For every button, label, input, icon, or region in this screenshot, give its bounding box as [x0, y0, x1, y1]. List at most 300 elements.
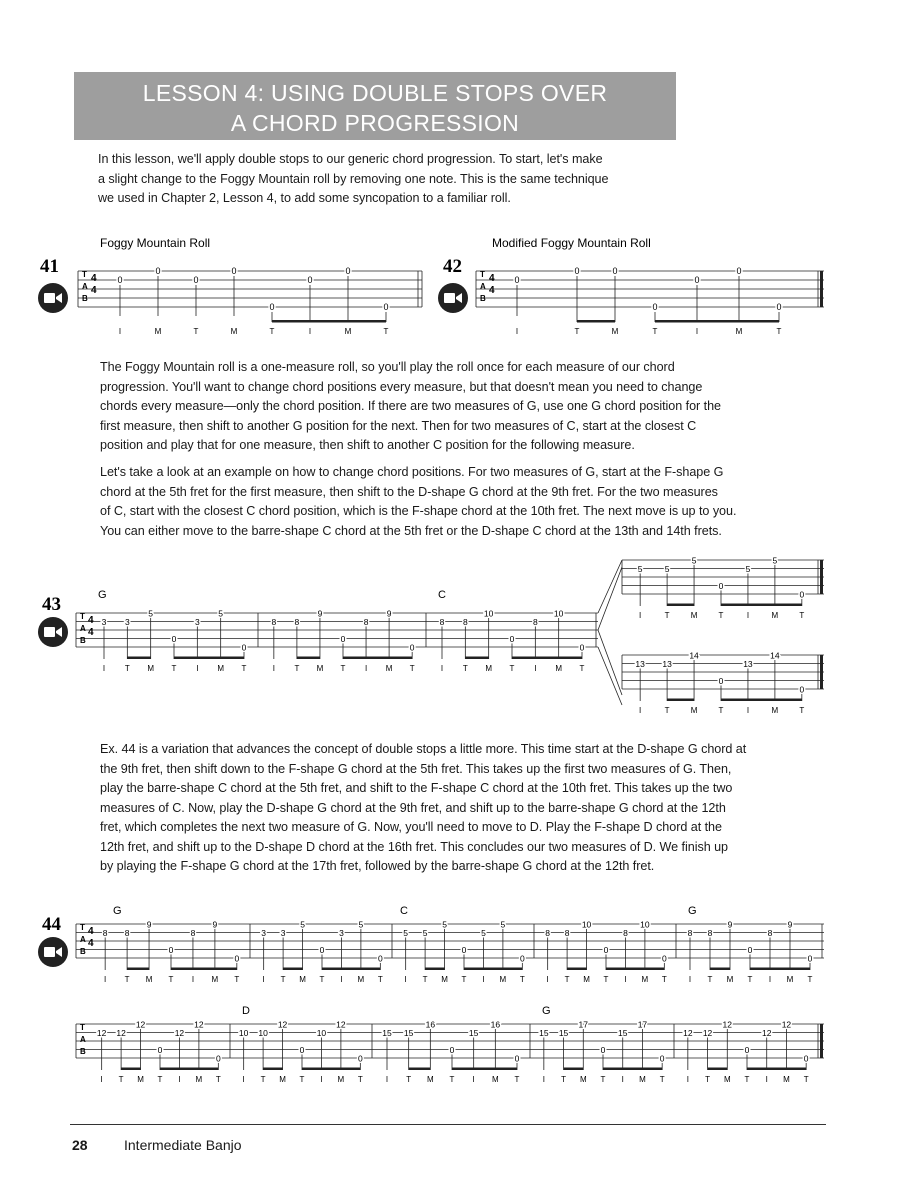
time-sig-top: 4: [88, 926, 94, 937]
example-42-number: 42: [443, 256, 462, 277]
tab-note: 8: [271, 617, 277, 627]
tab-note: 5: [422, 928, 428, 938]
svg-text:T: T: [383, 327, 389, 336]
finger-label: T: [600, 1075, 606, 1084]
finger-label: M: [639, 1075, 646, 1084]
tab-note: 10: [483, 608, 494, 619]
finger-label: T: [799, 611, 805, 620]
finger-label: M: [583, 975, 590, 984]
tab-note: 10: [640, 919, 650, 930]
finger-label: T: [171, 664, 177, 673]
tab-note: 0: [579, 642, 585, 653]
tab-note: 9: [727, 919, 733, 930]
finger-label: T: [340, 664, 346, 673]
lesson-title-line2: A CHORD PROGRESSION: [230, 110, 520, 136]
chord-symbol: D: [242, 1005, 250, 1017]
finger-label: M: [491, 1075, 499, 1084]
finger-label: M: [579, 1075, 587, 1084]
finger-label: I: [765, 1075, 768, 1084]
tab-letter-a: A: [80, 624, 86, 633]
tab-note: 5: [664, 564, 670, 574]
tab-note: 5: [218, 608, 224, 619]
tab-note: 0: [799, 589, 805, 600]
example-42-caption: Modified Foggy Mountain Roll: [492, 236, 651, 250]
finger-label: T: [564, 975, 570, 984]
finger-label: T: [718, 611, 724, 620]
finger-label: I: [546, 975, 549, 984]
tab-note: 0: [319, 945, 325, 955]
finger-label: I: [639, 611, 642, 620]
tab-note: 9: [787, 919, 793, 930]
tab-note: 0: [340, 634, 346, 644]
svg-text:0: 0: [117, 275, 123, 285]
finger-label: T: [241, 664, 247, 673]
example-43-staff: [76, 613, 598, 647]
svg-text:0: 0: [612, 266, 618, 276]
example-42-staff: [476, 271, 824, 307]
tab-note: 0: [659, 1053, 665, 1064]
finger-label: I: [385, 1075, 389, 1084]
tab-note: 9: [212, 919, 218, 930]
finger-label: T: [449, 1075, 455, 1084]
tab-note: 0: [299, 1045, 305, 1055]
finger-label: T: [319, 975, 325, 984]
finger-label: M: [147, 664, 155, 673]
finger-label: I: [746, 706, 750, 715]
finger-label: I: [440, 664, 444, 673]
example-41-caption: Foggy Mountain Roll: [100, 236, 211, 250]
finger-label: T: [561, 1075, 567, 1084]
tab-letter-a: A: [480, 282, 486, 291]
finger-label: T: [509, 664, 515, 673]
time-sig-top: 4: [91, 273, 97, 284]
finger-label: T: [157, 1075, 163, 1084]
tab-note: 15: [382, 1028, 392, 1038]
finger-label: T: [514, 1075, 520, 1084]
tab-note: 10: [553, 608, 564, 619]
svg-text:0: 0: [736, 266, 742, 276]
svg-text:T: T: [269, 327, 275, 336]
finger-label: T: [519, 975, 525, 984]
alternative-bracket: [598, 560, 622, 705]
tab-note: 15: [617, 1028, 628, 1038]
time-sig-bottom: 4: [91, 285, 97, 296]
tab-letter-a: A: [80, 1035, 86, 1044]
finger-label: T: [579, 664, 585, 673]
paragraph-4: Ex. 44 is a variation that advances the concept of double stops a little more. This time start at the D-shape G chord at the 9th fret, then shift down to the F-shape G chord at the 5th fret. This takes up the first two measures of G. Then, play the barre-shape C chord at the 5th fret, and shift to the F-shape C chord at the 10th fret. This takes up the two measures of C. Now, play the D-shape G chord at the 9th fret, and shift up to the barre-shape G chord at the 12th fret, which completes the next two measure of G. Now, you'll need to move to D. Play the F-shape D chord at the 12th fret, and shift up to the D-shape D chord at the 16th fret. This concludes our two measures of D. We finish up by playing the F-shape G chord at the 17th fret, followed by the barre-shape G chord at the 12th fret.: [100, 742, 747, 873]
svg-text:0: 0: [652, 302, 658, 312]
tab-note: 12: [761, 1028, 772, 1038]
tab-note: 5: [691, 555, 697, 566]
tab-note: 0: [409, 642, 415, 653]
paragraph-3: Let's take a look at an example on how to change chord positions. For two measures of G, start at the F-shape G chord at the 5th fret for the first measure, then shift to the D-shape G chord at the 9th fret. For the two measures of C, start with the closest C chord position, which is the F-shape chord at the 10th fret. The next move is up to you. You can either move to the barre-shape C chord at the 5th fret or the D-shape C chord at the 13th and 14th frets.: [100, 465, 737, 538]
tab-note: 15: [539, 1028, 549, 1038]
time-sig-top: 4: [88, 615, 94, 626]
tab-note: 5: [300, 919, 305, 930]
finger-label: T: [799, 706, 805, 715]
finger-label: T: [603, 975, 609, 984]
tab-note: 5: [403, 928, 409, 938]
svg-text:I: I: [118, 327, 122, 336]
tab-note: 12: [336, 1019, 346, 1030]
tab-note: 3: [339, 928, 344, 938]
finger-label: M: [299, 975, 306, 984]
tab-note: 0: [718, 581, 724, 591]
tab-note: 10: [258, 1028, 268, 1038]
svg-text:0: 0: [383, 302, 389, 312]
finger-label: T: [234, 975, 240, 984]
finger-label: T: [661, 975, 667, 984]
finger-label: T: [124, 975, 130, 984]
tab-letter-b: B: [480, 294, 486, 303]
tab-note: 15: [403, 1028, 414, 1038]
finger-label: M: [641, 975, 649, 984]
tab-note: 0: [449, 1045, 455, 1055]
tab-note: 0: [718, 676, 724, 686]
svg-text:T: T: [652, 327, 658, 336]
finger-label: T: [406, 1075, 412, 1084]
page-number: 28: [72, 1137, 88, 1153]
tab-note: 5: [745, 564, 751, 574]
chord-symbol: G: [688, 905, 697, 917]
tab-note: 8: [439, 617, 445, 627]
tab-note: 8: [363, 617, 369, 627]
finger-label: I: [746, 611, 750, 620]
finger-label: I: [639, 706, 642, 715]
svg-text:0: 0: [514, 275, 520, 285]
example-43-measure: [102, 609, 247, 674]
tab-letter-t: T: [80, 1023, 85, 1032]
video-icon[interactable]: [38, 617, 68, 647]
time-sig-bottom: 4: [88, 938, 94, 949]
example-43-alt-upper-measure: [638, 556, 805, 621]
tab-note: 0: [803, 1053, 809, 1064]
tab-note: 17: [578, 1019, 589, 1030]
finger-label: I: [262, 975, 265, 984]
finger-label: I: [768, 975, 772, 984]
finger-label: I: [340, 975, 343, 984]
finger-label: T: [744, 1075, 750, 1084]
finger-label: I: [621, 1075, 624, 1084]
example-44-row2-measure: [683, 1020, 809, 1085]
example-44-row1-measure: [545, 920, 667, 985]
tab-note: 5: [772, 555, 778, 566]
tab-note: 0: [799, 684, 805, 695]
finger-label: M: [195, 1075, 203, 1084]
example-41-fingering: [119, 327, 389, 336]
svg-text:I: I: [515, 327, 519, 336]
tab-note: 17: [637, 1019, 648, 1030]
tab-note: 0: [519, 953, 525, 964]
finger-label: I: [686, 1075, 689, 1084]
svg-text:0: 0: [307, 275, 313, 285]
tab-note: 9: [146, 919, 152, 930]
video-icon[interactable]: [438, 283, 468, 313]
chord-symbol: C: [400, 905, 408, 917]
tab-note: 16: [490, 1019, 501, 1030]
svg-text:T: T: [193, 327, 199, 336]
tab-letter-t: T: [480, 270, 485, 279]
example-44-row1-measure: [103, 920, 240, 985]
finger-label: M: [279, 1075, 286, 1084]
tab-letter-b: B: [80, 1047, 86, 1056]
tab-note: 12: [702, 1028, 713, 1038]
finger-label: T: [118, 1075, 124, 1084]
example-41-42-row: [0, 230, 900, 340]
finger-label: T: [409, 664, 415, 673]
finger-label: T: [747, 975, 753, 984]
example-44-row2-measure: [382, 1020, 519, 1085]
finger-label: T: [462, 664, 468, 673]
tab-note: 13: [743, 659, 753, 669]
paragraph-2: The Foggy Mountain roll is a one-measure roll, so you'll play the roll once for each measure of our chord progression. You'll want to change chord positions every measure, but that doesn't mean you need to change chords every measure—only the chord position. If there are two measures of G, use one G chord position for the first measure, then shift to another G position for the next. Then for two measures of C, start at the closest C position and play that for one measure, then shift to another C position for the following measure.: [100, 360, 722, 452]
example-44-row1-measure: [261, 920, 383, 985]
finger-label: M: [217, 664, 225, 673]
tab-note: 8: [124, 928, 130, 938]
finger-label: M: [316, 664, 324, 673]
example-44-row2-measure: [239, 1020, 363, 1085]
finger-label: T: [718, 706, 724, 715]
finger-label: I: [191, 975, 195, 984]
finger-label: I: [404, 975, 407, 984]
tab-note: 0: [807, 953, 813, 964]
tab-note: 10: [316, 1028, 327, 1038]
finger-label: I: [104, 975, 107, 984]
finger-label: M: [771, 706, 779, 715]
finger-label: T: [280, 975, 286, 984]
finger-label: I: [482, 975, 485, 984]
finger-label: M: [786, 975, 794, 984]
example-41-number: 41: [40, 256, 59, 277]
tab-letter-a: A: [82, 282, 88, 291]
tab-note: 0: [744, 1045, 750, 1055]
finger-label: I: [242, 1075, 245, 1084]
finger-label: M: [441, 975, 448, 984]
example-43-alt-lower-measure: [635, 651, 804, 716]
finger-label: M: [385, 664, 393, 673]
svg-text:M: M: [735, 327, 743, 336]
time-sig-bottom: 4: [489, 285, 495, 296]
tab-note: 16: [425, 1019, 436, 1030]
tab-note: 10: [581, 919, 592, 930]
finger-label: T: [705, 1075, 711, 1084]
chord-symbol: G: [98, 589, 107, 601]
svg-text:0: 0: [574, 266, 580, 276]
tab-note: 12: [277, 1019, 288, 1030]
tab-note: 12: [722, 1019, 733, 1030]
tab-letter-a: A: [80, 935, 86, 944]
finger-label: M: [690, 611, 698, 620]
finger-label: T: [707, 975, 713, 984]
tab-note: 0: [747, 945, 753, 955]
finger-label: M: [145, 975, 153, 984]
finger-label: I: [196, 664, 199, 673]
finger-label: I: [624, 975, 627, 984]
tab-note: 13: [635, 659, 645, 669]
tab-note: 5: [637, 564, 643, 574]
video-icon[interactable]: [38, 283, 68, 313]
tab-note: 0: [168, 945, 174, 955]
finger-label: T: [215, 1075, 221, 1084]
tab-letter-t: T: [80, 612, 85, 621]
tab-note: 12: [174, 1028, 185, 1038]
tab-note: 15: [558, 1028, 569, 1038]
finger-label: I: [102, 664, 106, 673]
finger-label: I: [364, 664, 368, 673]
tab-note: 12: [683, 1028, 693, 1038]
example-44-row2-measure: [539, 1020, 665, 1085]
tab-letter-t: T: [82, 270, 87, 279]
tab-note: 8: [767, 928, 773, 938]
svg-text:I: I: [695, 327, 699, 336]
tab-note: 14: [770, 650, 780, 661]
tab-note: 12: [116, 1028, 126, 1038]
svg-text:M: M: [230, 327, 238, 336]
tab-letter-b: B: [80, 636, 86, 645]
tab-note: 0: [377, 953, 383, 964]
tab-note: 12: [194, 1019, 204, 1030]
tab-note: 8: [532, 617, 538, 627]
tab-note: 15: [468, 1028, 479, 1038]
svg-text:I: I: [308, 327, 312, 336]
finger-label: T: [664, 706, 670, 715]
tab-note: 9: [317, 608, 323, 619]
example-42-fingering: [516, 327, 782, 336]
finger-label: T: [659, 1075, 665, 1084]
finger-label: T: [294, 664, 300, 673]
tab-note: 3: [124, 617, 130, 627]
finger-label: I: [534, 664, 537, 673]
tab-note: 0: [461, 945, 467, 955]
svg-text:M: M: [154, 327, 162, 336]
tab-note: 3: [194, 617, 200, 627]
tab-note: 0: [234, 953, 240, 964]
example-44-number: 44: [42, 914, 61, 935]
finger-label: M: [337, 1075, 345, 1084]
svg-text:0: 0: [193, 275, 199, 285]
finger-label: I: [320, 1075, 323, 1084]
finger-label: T: [377, 975, 383, 984]
tab-note: 0: [600, 1045, 606, 1055]
tab-letter-t: T: [80, 923, 85, 932]
finger-label: M: [555, 664, 563, 673]
finger-label: M: [485, 664, 493, 673]
finger-label: M: [783, 1075, 790, 1084]
svg-text:T: T: [574, 327, 580, 336]
tab-note: 9: [386, 608, 392, 619]
tab-note: 5: [481, 928, 486, 938]
tab-note: 0: [357, 1053, 363, 1064]
finger-label: M: [357, 975, 365, 984]
tab-note: 12: [96, 1028, 107, 1038]
finger-label: I: [472, 1075, 475, 1084]
svg-text:0: 0: [776, 302, 782, 312]
finger-label: I: [178, 1075, 181, 1084]
tab-note: 0: [157, 1045, 163, 1055]
svg-text:0: 0: [345, 266, 351, 276]
finger-label: I: [100, 1075, 103, 1084]
finger-label: T: [357, 1075, 363, 1084]
tab-note: 10: [238, 1028, 249, 1038]
tab-note: 8: [294, 617, 300, 627]
tab-note: 8: [623, 928, 628, 938]
example-44-row2-measure: [97, 1020, 221, 1085]
example-44-row1-measure: [688, 920, 813, 985]
tab-note: 0: [603, 945, 609, 955]
tab-note: 8: [190, 928, 196, 938]
finger-label: M: [137, 1075, 144, 1084]
tab-note: 8: [707, 928, 713, 938]
example-44: [0, 900, 900, 1100]
finger-label: T: [807, 975, 813, 984]
tab-note: 8: [462, 617, 468, 627]
finger-label: T: [422, 975, 428, 984]
chord-symbol: G: [113, 905, 122, 917]
example-41-staff: [78, 271, 422, 307]
tab-note: 13: [662, 659, 672, 669]
tab-note: 8: [545, 928, 551, 938]
finger-label: T: [461, 975, 467, 984]
time-sig-top: 4: [489, 273, 495, 284]
tab-letter-b: B: [80, 947, 86, 956]
finger-label: T: [299, 1075, 305, 1084]
svg-text:0: 0: [269, 302, 275, 312]
example-43-measure: [440, 609, 585, 674]
svg-text:0: 0: [231, 266, 237, 276]
lesson-title-line1: LESSON 4: USING DOUBLE STOPS OVER: [142, 80, 608, 106]
book-title: Intermediate Banjo: [124, 1137, 242, 1153]
tab-note: 12: [135, 1019, 146, 1030]
chord-symbol: G: [542, 1005, 551, 1017]
finger-label: T: [168, 975, 174, 984]
finger-label: I: [272, 664, 275, 673]
finger-label: T: [260, 1075, 266, 1084]
tab-letter-b: B: [82, 294, 88, 303]
tab-note: 5: [358, 919, 364, 930]
tab-note: 0: [509, 634, 515, 644]
finger-label: M: [211, 975, 219, 984]
intro-paragraph: In this lesson, we'll apply double stops to our generic chord progression. To start, let's make a slight change to the Foggy Mountain roll by removing one note. This is the same technique we used in Chapter 2, Lesson 4, to add some syncopation to a familiar roll.: [98, 152, 609, 205]
tab-note: 0: [661, 953, 667, 964]
svg-text:M: M: [344, 327, 352, 336]
tab-note: 0: [171, 634, 177, 644]
tab-note: 3: [280, 928, 286, 938]
tab-note: 5: [500, 919, 506, 930]
svg-text:0: 0: [155, 266, 161, 276]
finger-label: M: [726, 975, 734, 984]
tab-note: 14: [689, 650, 699, 661]
finger-label: M: [771, 611, 779, 620]
tab-note: 8: [564, 928, 570, 938]
finger-label: T: [124, 664, 130, 673]
tab-note: 3: [101, 617, 107, 627]
tab-note: 3: [261, 928, 267, 938]
finger-label: M: [499, 975, 507, 984]
tab-note: 0: [514, 1053, 520, 1064]
finger-label: T: [664, 611, 670, 620]
tab-note: 0: [241, 642, 247, 653]
tab-note: 8: [687, 928, 693, 938]
example-43-measure: [271, 609, 414, 674]
finger-label: M: [723, 1075, 731, 1084]
svg-text:M: M: [611, 327, 619, 336]
svg-text:0: 0: [694, 275, 700, 285]
chord-symbol: C: [438, 589, 446, 601]
example-43-number: 43: [42, 594, 61, 615]
tab-note: 5: [442, 919, 447, 930]
finger-label: I: [688, 975, 692, 984]
video-icon[interactable]: [38, 937, 68, 967]
